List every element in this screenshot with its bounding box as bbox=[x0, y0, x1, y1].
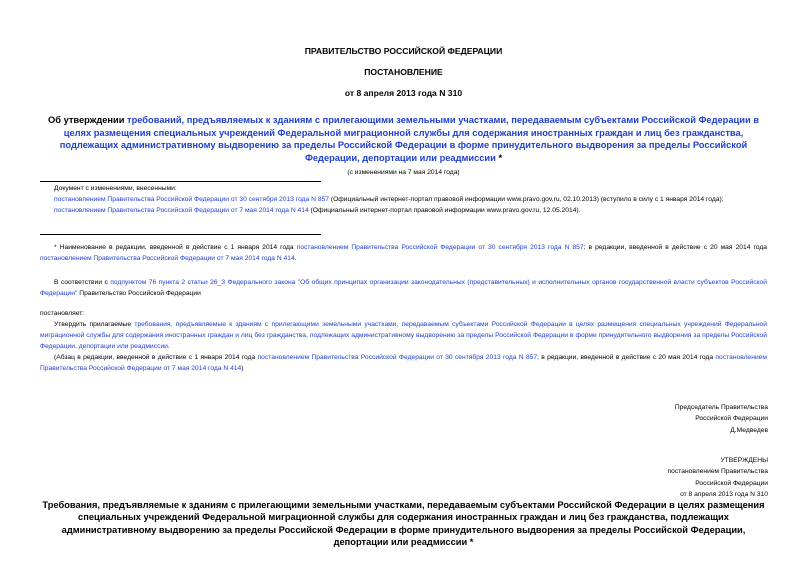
document-title bbox=[48, 114, 759, 164]
approval-date: от 8 апреля 2013 года N 310 bbox=[680, 490, 768, 498]
title-link[interactable]: требований, предъявляемых к зданиям с прилегающими земельными участками, передаваемым субъектами Российской Федерации в целях размещения специальных учреждений Федеральной миграционной службы для содержания иностранных граждан и лиц без гражданства, подлежащих административному выдворению за пределы Российской Федерации в форме принудительного выдворения за пределы Российской Федерации, депортации или реадмиссии bbox=[59, 115, 759, 163]
footnote-link-857[interactable]: постановлением Правительства Российской Федерации от 30 сентября 2013 года N 857 bbox=[296, 244, 584, 251]
decree-text: . bbox=[167, 343, 170, 350]
footnote-text: . bbox=[294, 255, 297, 262]
decree-paragraph bbox=[40, 319, 767, 352]
amendment-paragraph bbox=[40, 352, 767, 374]
changes-heading: Документ с изменениями, внесенными: bbox=[54, 185, 177, 192]
amendment-text: ; в редакции, введенной в действие с 20 мая 2014 года bbox=[537, 354, 716, 361]
amendment-link-857[interactable]: постановлением Правительства Российской Федерации от 30 сентября 2013 года N 857 bbox=[54, 196, 329, 203]
document-date-number: от 8 апреля 2013 года N 310 bbox=[344, 88, 463, 98]
amendment-link-414[interactable]: постановлением Правительства Российской Федерации от 7 мая 2014 года N 414 bbox=[54, 207, 309, 214]
divider-line bbox=[40, 234, 321, 235]
footnote-link-414[interactable]: постановлением Правительства Российской Федерации от 7 мая 2014 года N 414 bbox=[40, 255, 295, 262]
signature-name: Д.Медведев bbox=[730, 426, 768, 434]
approval-line: Российской Федерации bbox=[695, 479, 768, 487]
signature-country: Российской Федерации bbox=[695, 415, 768, 423]
decree-word: постановляет: bbox=[40, 310, 85, 317]
basis-paragraph bbox=[40, 277, 767, 299]
amendment-text: ) bbox=[241, 365, 244, 372]
footnote-text: * Наименование в редакции, введенной в действие с 1 января 2014 года bbox=[54, 244, 297, 251]
changes-item-2-text: (Официальный интернет-портал правовой информации www.pravo.gov.ru, 12.05.2014). bbox=[308, 207, 581, 214]
approval-block bbox=[668, 455, 768, 500]
amendment-text: (Абзац в редакции, введенной в действие с 1 января 2014 года bbox=[54, 354, 258, 361]
footnote bbox=[40, 242, 767, 264]
amendment-paragraph-link-857[interactable]: постановлением Правительства Российской Федерации от 30 сентября 2013 года N 857 bbox=[257, 354, 538, 361]
federal-law-link[interactable]: подпунктом 76 пункта 2 статьи 26_3 Федерального закона "Об общих принципах организации законодательных (представительных) и исполнительных органов государственной власти субъектов Российской Федерации" bbox=[40, 279, 767, 297]
title-suffix: * bbox=[495, 152, 503, 163]
changes-item-1 bbox=[40, 194, 767, 205]
changes-item-1-text: (Официальный интернет-портал правовой информации www.pravo.gov.ru, 02.10.2013) (вступило в силу с 1 января 2014 года); bbox=[328, 196, 724, 203]
decree-text: Утвердить прилагаемые bbox=[54, 321, 135, 328]
changes-item-2 bbox=[40, 205, 767, 216]
changes-note: (с изменениями на 7 мая 2014 года) bbox=[347, 169, 460, 176]
footnote-text: ; в редакции, введенной в действие с 20 мая 2014 года bbox=[583, 244, 767, 251]
government-heading: ПРАВИТЕЛЬСТВО РОССИЙСКОЙ ФЕДЕРАЦИИ bbox=[304, 46, 503, 56]
approval-heading: УТВЕРЖДЕНЫ bbox=[720, 457, 768, 464]
basis-text: В соответствии с bbox=[54, 279, 111, 286]
approval-line: постановлением Правительства bbox=[667, 468, 768, 476]
divider-line bbox=[40, 181, 321, 182]
document-type: ПОСТАНОВЛЕНИЕ bbox=[364, 67, 443, 77]
title-prefix: Об утверждении bbox=[48, 115, 128, 125]
changes-document-block bbox=[40, 183, 767, 216]
signature-position: Председатель Правительства bbox=[674, 404, 768, 411]
basis-text: Правительство Российской Федерации bbox=[77, 290, 201, 297]
signature-block bbox=[675, 402, 768, 436]
requirements-title: Требования, предъявляемые к зданиям с прилегающими земельными участками, передаваемым субъектами Российской Федерации в целях размещения специальных учреждений Федеральной миграционной службы для содержания иностранных граждан и лиц без гражданства, подлежащих административному выдворению за пределы Российской Федерации в форме принудительного выдворения за пределы Российской Федерации, депортации или реадмиссии * bbox=[42, 500, 765, 548]
amendment-paragraph-link-414[interactable]: постановлением Правительства Российской Федерации от 7 мая 2014 года N 414 bbox=[40, 354, 767, 372]
requirements-link[interactable]: требования, предъявляемые к зданиям с прилегающими земельными участками, передаваемым субъектами Российской Федерации в целях размещения специальных учреждений Федеральной миграционной службы для содержания иностранных граждан и лиц без гражданства, подлежащих административному выдворению за пределы Российской Федерации в форме принудительного выдворения за пределы Российской Федерации, депортации или реадмиссии bbox=[40, 321, 767, 350]
